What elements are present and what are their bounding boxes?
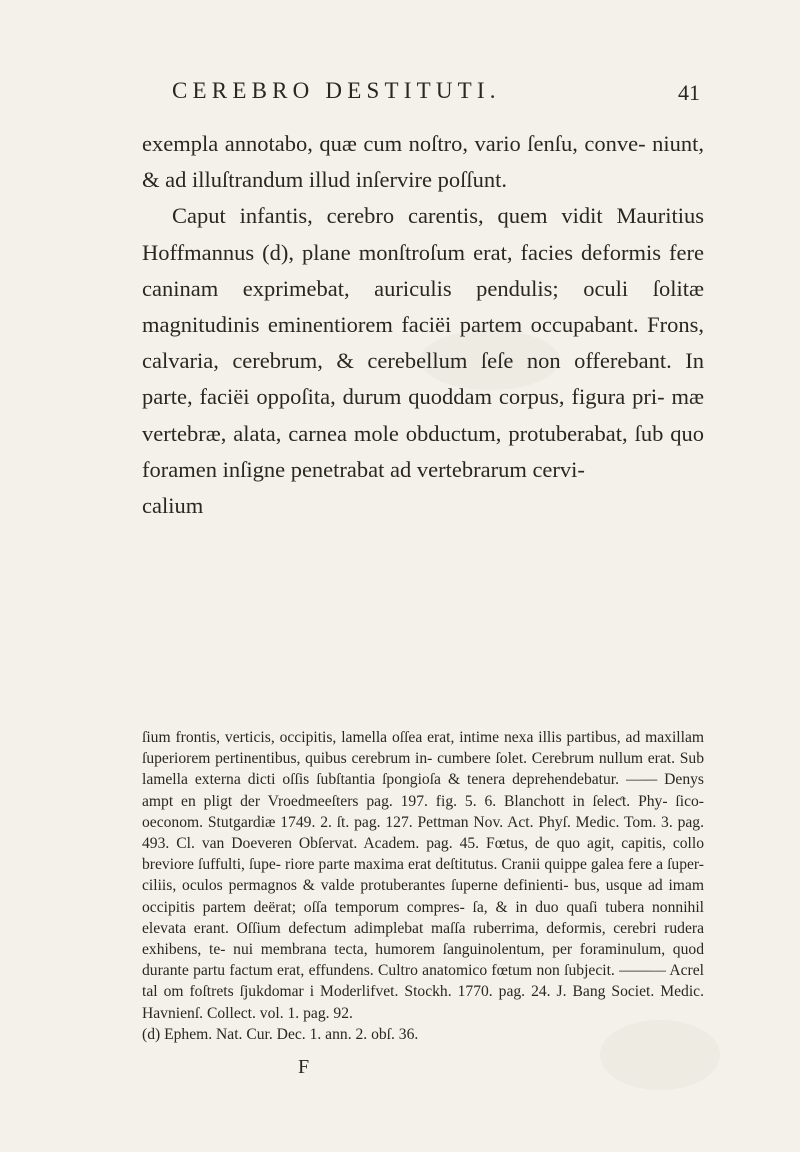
footnote: ſium frontis, verticis, occipitis, lamella oſſea erat, intime nexa illis partibus, ad maxillam ſuperiorem pertinentibus, quibus cerebrum in- cumbere ſolet. Cerebrum nullum erat. Sub lamella externa dicti oſſis ſubſtantia ſpongioſa & tenera deprehendebatur. —— Denys ampt en pligt der Vroedmeeſters pag. 197. fig. 5. 6. Blanchott in ſeleƈt. Phy- ſico-oeconom. Stutgardiæ 1749. 2. ſt. pag. 127. Pettman Nov. Act. Phyſ. Medic. Tom. 3. pag. 493. Cl. van Doeveren Obſervat. Academ. pag. 45. Fœtus, de quo agit, capitis, collo breviore ſuffulti, ſupe- riore parte maxima erat deſtitutus. Cranii quippe galea fere a ſuper- ciliis, oculos permagnos & valde protuberantes ſuperne definienti- bus, usque ad imam occipitis partem deërat; oſſa temporum compres- ſa, & in duo quaſi tubera nonnihil elevata erant. Oſſium defectum adimplebat maſſa ruberrima, deformis, cerebri rudera exhibens, te- nui membrana tecta, humorem ſanguinolentum, per foraminulum, quod durante partu factum erat, effundens. Cultro anatomico fœtum non ſubjecit. ——— Acrel tal om foſtrets ſjukdomar i Moderlifvet. Stockh. 1770. pag. 24. J. Bang Societ. Medic. Havnienſ. Collect. vol. 1. pag. 92. xyxy=(142,729,704,1022)
paragraph: exempla annotabo, quæ cum noſtro, vario ſenſu, conve- niunt, & ad illuſtrandum illud inſervire poſſunt. xyxy=(142,131,704,193)
page-header xyxy=(140,78,700,114)
signature-mark: F xyxy=(298,1056,310,1078)
running-head: CEREBRO DESTITUTI. xyxy=(172,78,501,103)
footnote: (d) Ephem. Nat. Cur. Dec. 1. ann. 2. obſ. 36. xyxy=(142,1025,419,1043)
catchword: calium xyxy=(142,493,204,519)
paragraph: Caput infantis, cerebro carentis, quem vidit Mauritius Hoffmannus (d), plane monſtroſum erat, facies deformis fere caninam exprimebat, auriculis pendulis; oculi ſolitæ magnitudinis eminentiorem faciëi partem occupabant. Frons, calvaria, cerebrum, & cerebellum ſeſe non offerebant. In parte, faciëi oppoſita, durum quoddam corpus, figura pri- mæ vertebræ, alata, carnea mole obductum, protuberabat, ſub quo foramen inſigne penetrabat ad vertebrarum cervi- xyxy=(142,203,704,482)
footnotes xyxy=(142,727,704,1045)
page-number: 41 xyxy=(678,80,700,105)
main-text xyxy=(142,126,704,524)
